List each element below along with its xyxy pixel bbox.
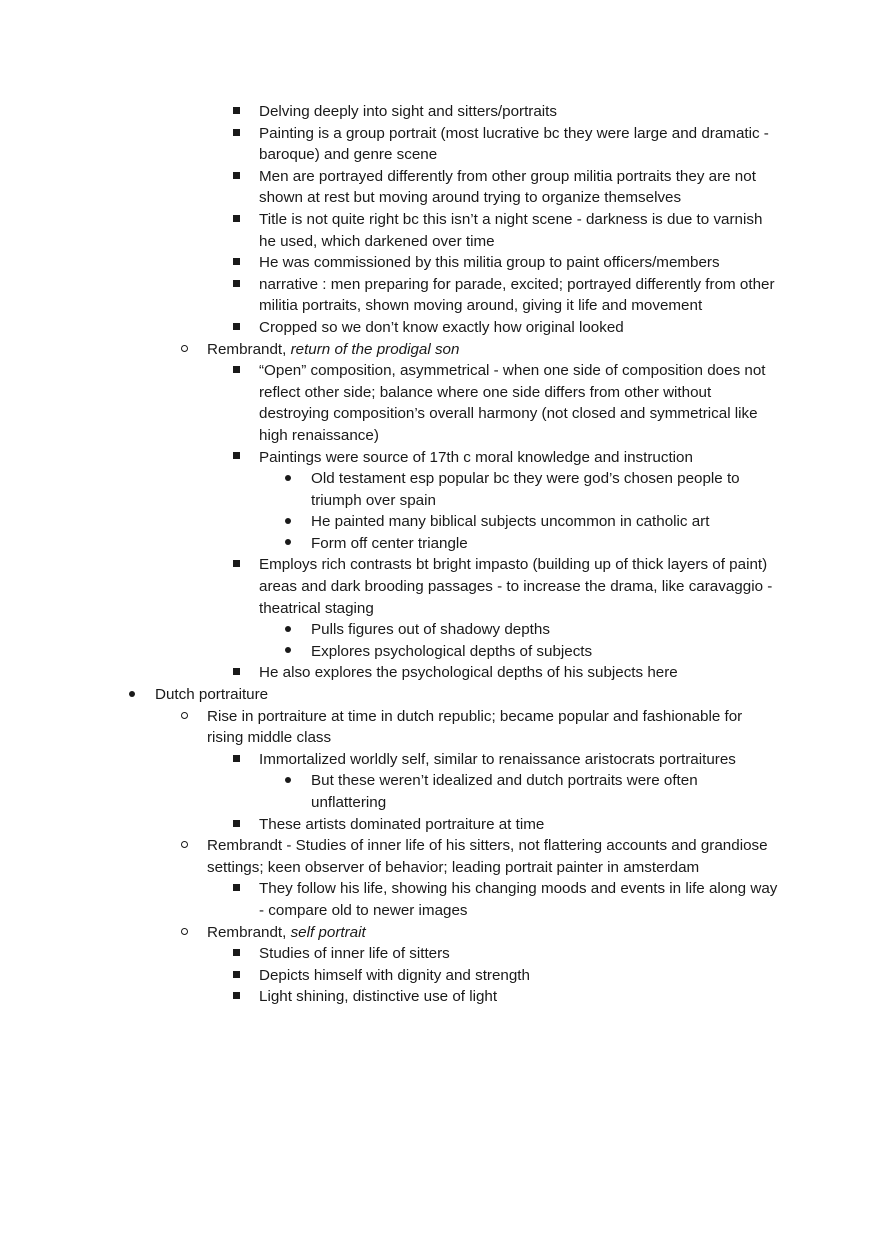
list-item-level-3: [0, 662, 779, 684]
document-outline: [0, 101, 880, 1008]
list-item-text: [311, 468, 771, 511]
list-item-level-3: [0, 252, 779, 274]
list-item-label: He was commissioned by this militia group to paint officers/members: [259, 254, 720, 272]
list-item-text: [259, 317, 779, 339]
square-bullet-icon: [233, 209, 240, 231]
list-item-level-3: [0, 878, 779, 921]
list-item-level-3: [0, 447, 779, 469]
list-item-text: [259, 943, 779, 965]
square-bullet-icon: [233, 554, 240, 576]
list-item-level-2: [0, 339, 777, 361]
list-item-level-3: [0, 965, 779, 987]
list-item-label: Men are portrayed differently from other group militia portraits they are not shown at rest but moving around trying to organize themselves: [259, 167, 756, 207]
list-item-level-4: [0, 770, 771, 813]
list-item-text: [259, 965, 779, 987]
list-item-label: Depicts himself with dignity and strength: [259, 966, 530, 984]
list-item-text: [259, 252, 779, 274]
list-item-level-3: [0, 943, 779, 965]
list-item-label: Employs rich contrasts bt bright impasto (building up of thick layers of paint) areas and dark brooding passages - to increase the drama, like caravaggio - theatrical staging: [259, 556, 773, 617]
square-bullet-icon: [233, 101, 240, 123]
list-item-label: Painting is a group portrait (most lucrative bc they were large and dramatic - baroque) and genre scene: [259, 124, 769, 164]
list-item-text: [259, 209, 779, 252]
list-item-label: Rembrandt,: [207, 340, 291, 358]
list-item-level-3: [0, 814, 779, 836]
list-item-label: Explores psychological depths of subjects: [311, 642, 593, 660]
disc-bullet-icon: [285, 641, 291, 663]
disc-bullet-icon: [129, 684, 135, 706]
list-item-text: [311, 619, 771, 641]
list-item-level-2: [0, 706, 777, 749]
list-item-label: Title is not quite right bc this isn’t a night scene - darkness is due to varnish he used, which darkened over time: [259, 210, 763, 250]
list-item-label: But these weren’t idealized and dutch portraits were often unflattering: [311, 772, 698, 811]
list-item-level-4: [0, 511, 771, 533]
artwork-title: self portrait: [290, 923, 366, 941]
list-item-label: Old testament esp popular bc they were god’s chosen people to triumph over spain: [311, 470, 740, 509]
square-bullet-icon: [233, 986, 240, 1008]
list-item-text: [311, 511, 771, 533]
list-item-level-3: [0, 317, 779, 339]
list-item-text: [259, 166, 779, 209]
list-item-level-3: [0, 209, 779, 252]
list-item-label: Light shining, distinctive use of light: [259, 988, 498, 1006]
list-item-level-2: [0, 835, 777, 878]
list-item-text: [259, 749, 779, 771]
list-item-label: “Open” composition, asymmetrical - when one side of composition does not reflect other side; balance where one side differs from other without destroying composition’s overall harmony (not closed and symmetrical like high renaissance): [259, 362, 766, 444]
square-bullet-icon: [233, 662, 240, 684]
square-bullet-icon: [233, 274, 240, 296]
disc-bullet-icon: [285, 619, 291, 641]
list-item-level-3: [0, 123, 779, 166]
disc-bullet-icon: [285, 533, 291, 555]
list-item-label: Pulls figures out of shadowy depths: [311, 621, 550, 639]
list-item-label: Paintings were source of 17th c moral knowledge and instruction: [259, 448, 693, 466]
square-bullet-icon: [233, 943, 240, 965]
list-item-level-3: [0, 986, 779, 1008]
list-item-text: [259, 878, 779, 921]
list-item-text: [311, 770, 771, 813]
list-item-level-4: [0, 468, 771, 511]
square-bullet-icon: [233, 749, 240, 771]
disc-bullet-icon: [285, 770, 291, 792]
list-item-label: These artists dominated portraiture at time: [259, 815, 545, 833]
circle-bullet-icon: [181, 706, 188, 728]
list-item-text: [311, 641, 771, 663]
list-item-label: He painted many biblical subjects uncommon in catholic art: [311, 513, 710, 531]
list-item-level-3: [0, 360, 779, 446]
artwork-title: return of the prodigal son: [290, 340, 460, 358]
list-item-level-4: [0, 619, 771, 641]
list-item-label: He also explores the psychological depths of his subjects here: [259, 664, 678, 682]
circle-bullet-icon: [181, 339, 188, 361]
list-item-text: [259, 360, 779, 446]
list-item-text: [207, 835, 777, 878]
square-bullet-icon: [233, 965, 240, 987]
square-bullet-icon: [233, 447, 240, 469]
list-item-text: [259, 986, 779, 1008]
list-item-label: Rembrandt,: [207, 923, 291, 941]
list-item-text: [259, 101, 779, 123]
list-item-level-3: [0, 166, 779, 209]
square-bullet-icon: [233, 878, 240, 900]
disc-bullet-icon: [285, 468, 291, 490]
list-item-text: [259, 274, 779, 317]
square-bullet-icon: [233, 814, 240, 836]
list-item-text: [259, 554, 779, 619]
list-item-level-4: [0, 533, 771, 555]
list-item-text: [259, 123, 779, 166]
circle-bullet-icon: [181, 835, 188, 857]
list-item-label: Immortalized worldly self, similar to renaissance aristocrats portraitures: [259, 750, 736, 768]
list-item-level-4: [0, 641, 771, 663]
list-item-text: [259, 662, 779, 684]
list-item-text: [155, 684, 775, 706]
list-item-label: They follow his life, showing his changing moods and events in life along way - compare old to newer images: [259, 880, 778, 919]
list-item-level-3: [0, 749, 779, 771]
list-item-text: [207, 922, 777, 944]
list-item-text: [311, 533, 771, 555]
circle-bullet-icon: [181, 922, 188, 944]
list-item-label: Delving deeply into sight and sitters/portraits: [259, 103, 557, 120]
list-item-label: narrative : men preparing for parade, excited; portrayed differently from other militia portraits, shown moving around, giving it life and movement: [259, 275, 775, 315]
list-item-level-1: [0, 684, 775, 706]
list-item-level-2: [0, 922, 777, 944]
list-item-label: Form off center triangle: [311, 534, 468, 552]
square-bullet-icon: [233, 360, 240, 382]
list-item-level-3: [0, 101, 779, 123]
square-bullet-icon: [233, 317, 240, 339]
square-bullet-icon: [233, 166, 240, 188]
list-item-text: [207, 706, 777, 749]
list-item-label: Studies of inner life of sitters: [259, 945, 450, 963]
list-item-level-3: [0, 274, 779, 317]
list-item-level-3: [0, 554, 779, 619]
square-bullet-icon: [233, 252, 240, 274]
list-item-text: [259, 447, 779, 469]
list-item-text: [259, 814, 779, 836]
list-item-label: Dutch portraiture: [155, 686, 269, 704]
disc-bullet-icon: [285, 511, 291, 533]
list-item-label: Rise in portraiture at time in dutch republic; became popular and fashionable for rising middle class: [207, 707, 743, 747]
list-item-label: Cropped so we don’t know exactly how original looked: [259, 318, 624, 336]
list-item-text: [207, 339, 777, 361]
square-bullet-icon: [233, 123, 240, 145]
list-item-label: Rembrandt - Studies of inner life of his sitters, not flattering accounts and grandiose settings; keen observer of behavior; leading portrait painter in amsterdam: [207, 837, 768, 876]
